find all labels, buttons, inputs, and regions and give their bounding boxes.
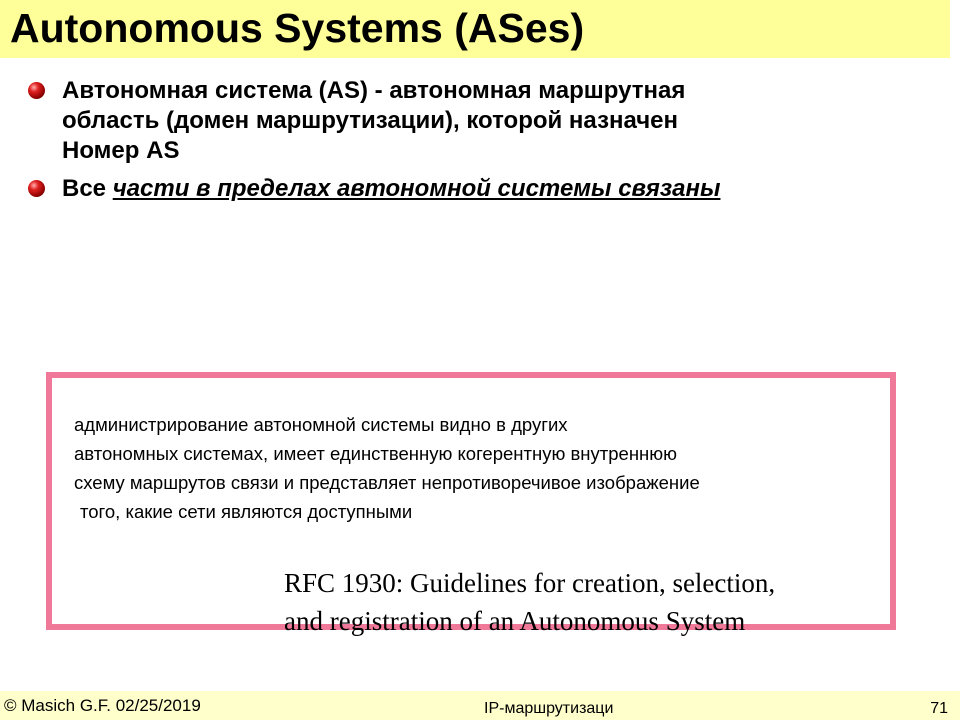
bullet-sphere-icon [28, 82, 45, 99]
footer-copyright: © Masich G.F. 02/25/2019 [4, 696, 201, 715]
definition-line: того, какие сети являются доступными [80, 501, 413, 522]
rfc-reference [284, 564, 775, 640]
definition-line: схему маршрутов связи и представляет непротиворечивое изображение [74, 472, 700, 493]
bullet-item-as-definition [28, 76, 948, 166]
definition-text [74, 410, 894, 526]
bullet-line: Номер AS [62, 137, 180, 164]
definition-line: администрирование автономной системы видно в других [74, 414, 568, 435]
bullet-text [62, 76, 948, 166]
bullet-prefix: Все [62, 175, 113, 202]
rfc-line: RFC 1930: Guidelines for creation, selection, [284, 568, 776, 598]
bullet-line: область (домен маршрутизации), которой назначен [62, 107, 679, 134]
footer-bar [0, 691, 960, 720]
bullet-line: Автономная система (AS) - автономная маршрутная [62, 77, 686, 104]
bullet-list [28, 76, 948, 212]
footer-topic: IP-маршрутизаци [484, 700, 614, 717]
definition-line: автономных системах, имеет единственную когерентную внутреннюю [74, 443, 678, 464]
bullet-sphere-icon [28, 180, 45, 197]
page-number: 71 [930, 700, 948, 717]
bullet-emphasis: части в пределах автономной системы связаны [112, 175, 721, 202]
bullet-text [62, 174, 948, 204]
bullet-item-connected [28, 174, 948, 204]
definition-box [46, 372, 896, 636]
title-bar [0, 0, 950, 58]
rfc-line: and registration of an Autonomous System [284, 606, 746, 636]
slide-title: Autonomous Systems (ASes) [10, 5, 585, 51]
